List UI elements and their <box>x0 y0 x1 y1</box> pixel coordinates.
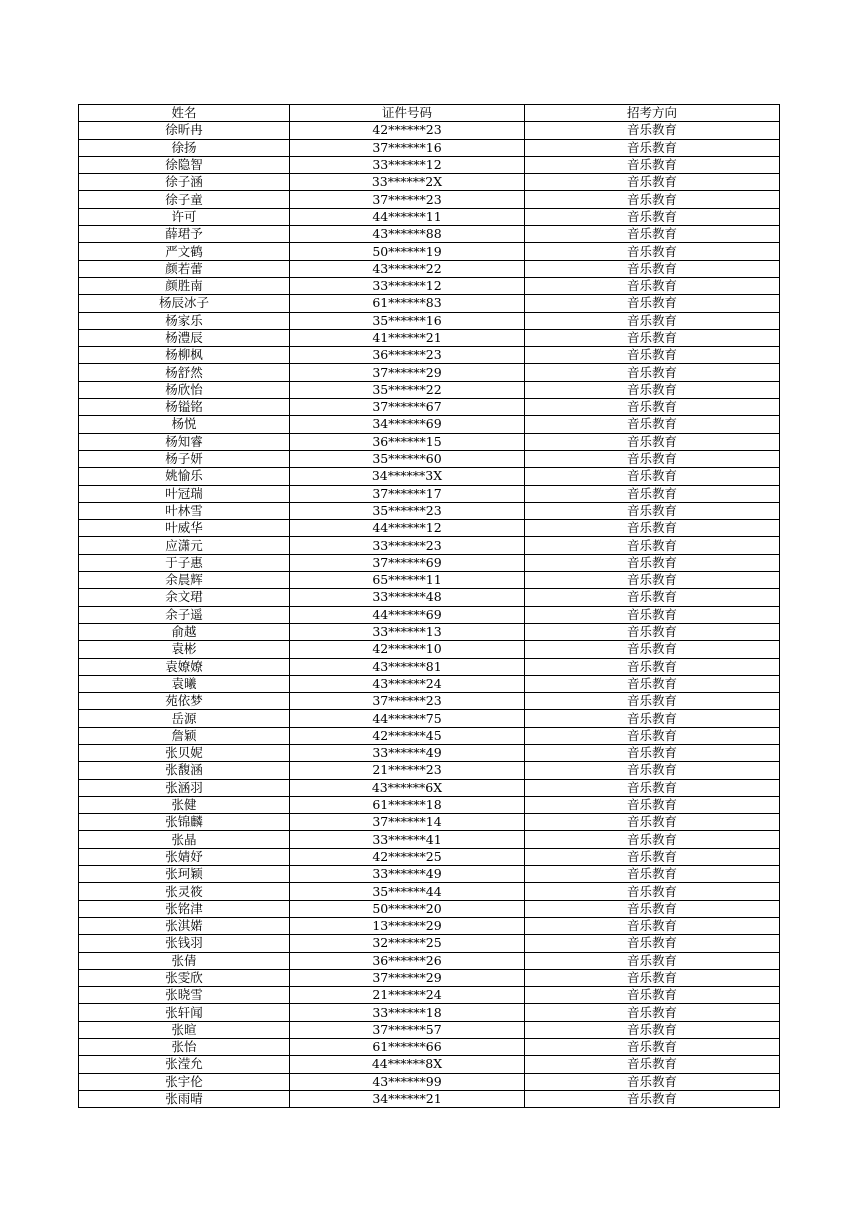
cell-id-number: 44******12 <box>290 520 525 537</box>
cell-name: 杨镒铭 <box>79 399 290 416</box>
cell-name: 杨辰冰子 <box>79 295 290 312</box>
table-row <box>79 243 780 260</box>
cell-name: 张淇婼 <box>79 917 290 934</box>
table-row <box>79 295 780 312</box>
cell-id-number: 35******23 <box>290 502 525 519</box>
cell-direction: 音乐教育 <box>525 537 780 554</box>
cell-name: 余子遥 <box>79 606 290 623</box>
cell-id-number: 50******19 <box>290 243 525 260</box>
cell-name: 岳源 <box>79 710 290 727</box>
cell-direction: 音乐教育 <box>525 208 780 225</box>
cell-name: 杨舒然 <box>79 364 290 381</box>
cell-direction: 音乐教育 <box>525 572 780 589</box>
cell-id-number: 41******21 <box>290 329 525 346</box>
cell-id-number: 37******69 <box>290 554 525 571</box>
cell-id-number: 44******75 <box>290 710 525 727</box>
cell-id-number: 33******48 <box>290 589 525 606</box>
cell-name: 杨欣怡 <box>79 381 290 398</box>
cell-direction: 音乐教育 <box>525 744 780 761</box>
cell-direction: 音乐教育 <box>525 641 780 658</box>
cell-name: 叶林雪 <box>79 502 290 519</box>
cell-id-number: 35******60 <box>290 450 525 467</box>
table-header-row <box>79 105 780 122</box>
table-row <box>79 848 780 865</box>
cell-name: 张健 <box>79 796 290 813</box>
cell-name: 徐隐智 <box>79 156 290 173</box>
cell-id-number: 43******24 <box>290 675 525 692</box>
cell-direction: 音乐教育 <box>525 606 780 623</box>
cell-name: 张钱羽 <box>79 935 290 952</box>
table-row <box>79 139 780 156</box>
cell-name: 张婧妤 <box>79 848 290 865</box>
table-row <box>79 1021 780 1038</box>
cell-id-number: 33******23 <box>290 537 525 554</box>
cell-id-number: 43******88 <box>290 226 525 243</box>
cell-id-number: 37******23 <box>290 693 525 710</box>
table-row <box>79 779 780 796</box>
cell-name: 张涵羽 <box>79 779 290 796</box>
cell-direction: 音乐教育 <box>525 520 780 537</box>
cell-direction: 音乐教育 <box>525 796 780 813</box>
cell-direction: 音乐教育 <box>525 917 780 934</box>
cell-direction: 音乐教育 <box>525 416 780 433</box>
cell-id-number: 43******6X <box>290 779 525 796</box>
cell-id-number: 42******10 <box>290 641 525 658</box>
cell-id-number: 42******45 <box>290 727 525 744</box>
cell-id-number: 61******83 <box>290 295 525 312</box>
cell-direction: 音乐教育 <box>525 226 780 243</box>
cell-direction: 音乐教育 <box>525 139 780 156</box>
cell-id-number: 44******69 <box>290 606 525 623</box>
table-row <box>79 433 780 450</box>
cell-name: 徐扬 <box>79 139 290 156</box>
cell-name: 杨澧辰 <box>79 329 290 346</box>
cell-name: 俞越 <box>79 623 290 640</box>
cell-name: 张锦麟 <box>79 814 290 831</box>
cell-direction: 音乐教育 <box>525 1021 780 1038</box>
table-row <box>79 606 780 623</box>
cell-name: 严文鹤 <box>79 243 290 260</box>
cell-id-number: 33******13 <box>290 623 525 640</box>
cell-direction: 音乐教育 <box>525 935 780 952</box>
cell-name: 苑依梦 <box>79 693 290 710</box>
table-row <box>79 796 780 813</box>
cell-name: 杨子妍 <box>79 450 290 467</box>
cell-direction: 音乐教育 <box>525 710 780 727</box>
cell-id-number: 44******11 <box>290 208 525 225</box>
cell-id-number: 43******22 <box>290 260 525 277</box>
cell-direction: 音乐教育 <box>525 312 780 329</box>
cell-direction: 音乐教育 <box>525 1073 780 1090</box>
cell-direction: 音乐教育 <box>525 987 780 1004</box>
cell-direction: 音乐教育 <box>525 260 780 277</box>
cell-direction: 音乐教育 <box>525 329 780 346</box>
cell-id-number: 13******29 <box>290 917 525 934</box>
table-row <box>79 520 780 537</box>
cell-name: 杨柳枫 <box>79 347 290 364</box>
table-row <box>79 641 780 658</box>
cell-name: 姚愉乐 <box>79 468 290 485</box>
table-row <box>79 191 780 208</box>
cell-name: 叶威华 <box>79 520 290 537</box>
table-row <box>79 1039 780 1056</box>
header-id-number: 证件号码 <box>290 105 525 122</box>
cell-direction: 音乐教育 <box>525 347 780 364</box>
cell-name: 于子惠 <box>79 554 290 571</box>
table-row <box>79 969 780 986</box>
cell-id-number: 34******3X <box>290 468 525 485</box>
cell-name: 颜胜南 <box>79 277 290 294</box>
cell-direction: 音乐教育 <box>525 762 780 779</box>
table-row <box>79 900 780 917</box>
cell-id-number: 50******20 <box>290 900 525 917</box>
candidate-table <box>78 104 780 1108</box>
table-row <box>79 935 780 952</box>
cell-name: 徐子涵 <box>79 174 290 191</box>
cell-direction: 音乐教育 <box>525 675 780 692</box>
table-row <box>79 589 780 606</box>
cell-direction: 音乐教育 <box>525 693 780 710</box>
cell-direction: 音乐教育 <box>525 433 780 450</box>
table-row <box>79 987 780 1004</box>
cell-id-number: 34******69 <box>290 416 525 433</box>
cell-direction: 音乐教育 <box>525 156 780 173</box>
cell-name: 许可 <box>79 208 290 225</box>
cell-direction: 音乐教育 <box>525 122 780 139</box>
cell-name: 徐子童 <box>79 191 290 208</box>
cell-id-number: 33******18 <box>290 1004 525 1021</box>
cell-id-number: 43******99 <box>290 1073 525 1090</box>
cell-direction: 音乐教育 <box>525 243 780 260</box>
cell-id-number: 35******22 <box>290 381 525 398</box>
cell-name: 张轩闻 <box>79 1004 290 1021</box>
cell-name: 应潇元 <box>79 537 290 554</box>
cell-id-number: 36******15 <box>290 433 525 450</box>
cell-id-number: 33******12 <box>290 156 525 173</box>
table-row <box>79 917 780 934</box>
table-row <box>79 814 780 831</box>
table-row <box>79 502 780 519</box>
cell-id-number: 61******66 <box>290 1039 525 1056</box>
table-row <box>79 623 780 640</box>
cell-id-number: 33******41 <box>290 831 525 848</box>
table-row <box>79 1004 780 1021</box>
cell-name: 张雨晴 <box>79 1090 290 1107</box>
cell-name: 杨知睿 <box>79 433 290 450</box>
cell-id-number: 37******29 <box>290 969 525 986</box>
cell-name: 薛珺予 <box>79 226 290 243</box>
cell-direction: 音乐教育 <box>525 866 780 883</box>
cell-id-number: 35******16 <box>290 312 525 329</box>
cell-id-number: 36******23 <box>290 347 525 364</box>
cell-direction: 音乐教育 <box>525 277 780 294</box>
cell-name: 张晓雪 <box>79 987 290 1004</box>
cell-direction: 音乐教育 <box>525 502 780 519</box>
cell-name: 杨悦 <box>79 416 290 433</box>
table-body <box>79 122 780 1108</box>
cell-name: 余文珺 <box>79 589 290 606</box>
table-row <box>79 693 780 710</box>
header-name: 姓名 <box>79 105 290 122</box>
table-row <box>79 675 780 692</box>
table-row <box>79 952 780 969</box>
cell-id-number: 37******16 <box>290 139 525 156</box>
cell-direction: 音乐教育 <box>525 1004 780 1021</box>
cell-name: 袁嫽嫽 <box>79 658 290 675</box>
table-row <box>79 329 780 346</box>
cell-name: 张贝妮 <box>79 744 290 761</box>
table-row <box>79 710 780 727</box>
table-row <box>79 364 780 381</box>
cell-name: 颜若蕾 <box>79 260 290 277</box>
cell-direction: 音乐教育 <box>525 295 780 312</box>
cell-direction: 音乐教育 <box>525 900 780 917</box>
table-row <box>79 226 780 243</box>
cell-id-number: 21******23 <box>290 762 525 779</box>
cell-direction: 音乐教育 <box>525 814 780 831</box>
table-row <box>79 572 780 589</box>
table-row <box>79 381 780 398</box>
table-row <box>79 208 780 225</box>
cell-direction: 音乐教育 <box>525 831 780 848</box>
cell-name: 袁彬 <box>79 641 290 658</box>
table-row <box>79 1090 780 1107</box>
cell-direction: 音乐教育 <box>525 952 780 969</box>
table-row <box>79 156 780 173</box>
cell-id-number: 65******11 <box>290 572 525 589</box>
table-row <box>79 831 780 848</box>
cell-name: 张铭津 <box>79 900 290 917</box>
table-row <box>79 727 780 744</box>
table-row <box>79 762 780 779</box>
cell-id-number: 34******21 <box>290 1090 525 1107</box>
cell-direction: 音乐教育 <box>525 364 780 381</box>
cell-id-number: 37******67 <box>290 399 525 416</box>
cell-name: 张宇伦 <box>79 1073 290 1090</box>
cell-direction: 音乐教育 <box>525 1056 780 1073</box>
cell-id-number: 44******8X <box>290 1056 525 1073</box>
table-row <box>79 260 780 277</box>
table-row <box>79 347 780 364</box>
cell-id-number: 61******18 <box>290 796 525 813</box>
cell-direction: 音乐教育 <box>525 727 780 744</box>
table-row <box>79 312 780 329</box>
cell-id-number: 33******2X <box>290 174 525 191</box>
cell-id-number: 42******23 <box>290 122 525 139</box>
cell-name: 张倩 <box>79 952 290 969</box>
cell-name: 叶冠瑞 <box>79 485 290 502</box>
cell-direction: 音乐教育 <box>525 399 780 416</box>
table-row <box>79 744 780 761</box>
cell-direction: 音乐教育 <box>525 883 780 900</box>
cell-id-number: 37******23 <box>290 191 525 208</box>
table-row <box>79 866 780 883</box>
cell-name: 张灵筱 <box>79 883 290 900</box>
cell-id-number: 33******12 <box>290 277 525 294</box>
cell-name: 张雯欣 <box>79 969 290 986</box>
cell-direction: 音乐教育 <box>525 848 780 865</box>
cell-id-number: 32******25 <box>290 935 525 952</box>
cell-name: 杨家乐 <box>79 312 290 329</box>
cell-id-number: 37******14 <box>290 814 525 831</box>
cell-id-number: 21******24 <box>290 987 525 1004</box>
cell-id-number: 37******17 <box>290 485 525 502</box>
cell-direction: 音乐教育 <box>525 191 780 208</box>
table-row <box>79 883 780 900</box>
cell-name: 张珂颖 <box>79 866 290 883</box>
cell-direction: 音乐教育 <box>525 658 780 675</box>
table-row <box>79 485 780 502</box>
table-row <box>79 174 780 191</box>
cell-name: 徐昕冉 <box>79 122 290 139</box>
cell-direction: 音乐教育 <box>525 779 780 796</box>
table-row <box>79 554 780 571</box>
cell-name: 余晨辉 <box>79 572 290 589</box>
table-row <box>79 277 780 294</box>
table-row <box>79 450 780 467</box>
cell-id-number: 37******57 <box>290 1021 525 1038</box>
cell-id-number: 33******49 <box>290 866 525 883</box>
cell-direction: 音乐教育 <box>525 1090 780 1107</box>
cell-id-number: 36******26 <box>290 952 525 969</box>
table-row <box>79 1056 780 1073</box>
cell-name: 张滢允 <box>79 1056 290 1073</box>
table-row <box>79 416 780 433</box>
cell-name: 张怡 <box>79 1039 290 1056</box>
table-row <box>79 122 780 139</box>
cell-name: 张暄 <box>79 1021 290 1038</box>
table-row <box>79 1073 780 1090</box>
cell-direction: 音乐教育 <box>525 174 780 191</box>
cell-direction: 音乐教育 <box>525 1039 780 1056</box>
table-row <box>79 468 780 485</box>
cell-direction: 音乐教育 <box>525 485 780 502</box>
cell-direction: 音乐教育 <box>525 381 780 398</box>
cell-id-number: 37******29 <box>290 364 525 381</box>
cell-direction: 音乐教育 <box>525 468 780 485</box>
header-direction: 招考方向 <box>525 105 780 122</box>
cell-direction: 音乐教育 <box>525 450 780 467</box>
cell-id-number: 33******49 <box>290 744 525 761</box>
table-row <box>79 658 780 675</box>
cell-id-number: 43******81 <box>290 658 525 675</box>
cell-direction: 音乐教育 <box>525 623 780 640</box>
cell-id-number: 35******44 <box>290 883 525 900</box>
cell-name: 袁曦 <box>79 675 290 692</box>
cell-name: 张馥涵 <box>79 762 290 779</box>
cell-name: 张晶 <box>79 831 290 848</box>
cell-id-number: 42******25 <box>290 848 525 865</box>
table-row <box>79 399 780 416</box>
cell-name: 詹颖 <box>79 727 290 744</box>
cell-direction: 音乐教育 <box>525 589 780 606</box>
table-row <box>79 537 780 554</box>
cell-direction: 音乐教育 <box>525 554 780 571</box>
cell-direction: 音乐教育 <box>525 969 780 986</box>
